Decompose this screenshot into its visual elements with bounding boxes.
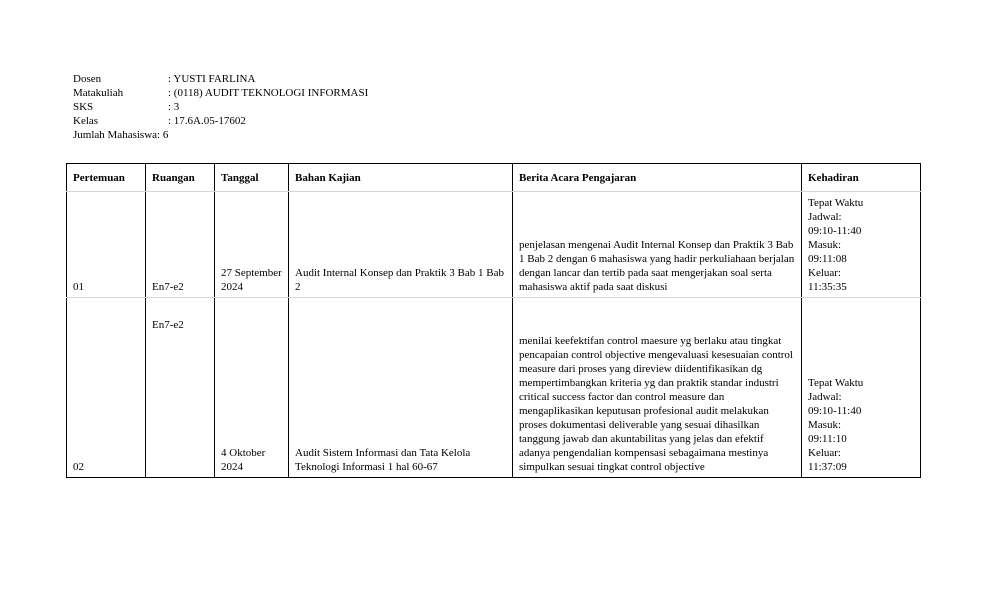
course-info [73, 72, 368, 142]
cell-kehadiran [802, 192, 921, 298]
kehadiran-jadwal-label: Jadwal: [808, 391, 842, 403]
kehadiran-masuk-label: Masuk: [808, 419, 841, 431]
kehadiran-masuk: 09:11:10 [808, 433, 847, 445]
cell-pertemuan: 02 [67, 298, 146, 478]
column-header-pertemuan: Pertemuan [67, 164, 146, 192]
kehadiran-keluar: 11:35:35 [808, 281, 847, 293]
cell-pertemuan: 01 [67, 192, 146, 298]
cell-bahan-kajian: Audit Internal Konsep dan Praktik 3 Bab 1 Bab 2 [289, 192, 513, 298]
cell-tanggal: 27 September 2024 [215, 192, 289, 298]
kehadiran-jadwal: 09:10-11:40 [808, 405, 862, 417]
jumlah-mahasiswa-row [73, 128, 368, 142]
kehadiran-keluar-label: Keluar: [808, 447, 841, 459]
cell-ruangan: En7-e2 [146, 298, 215, 478]
kehadiran-jadwal: 09:10-11:40 [808, 225, 862, 237]
column-header-ruangan: Ruangan [146, 164, 215, 192]
matakuliah-row [73, 86, 368, 100]
sks-label: SKS [73, 101, 94, 113]
table-row [67, 298, 921, 478]
dosen-value: : YUSTI FARLINA [168, 73, 256, 85]
kehadiran-keluar: 11:37:09 [808, 461, 847, 473]
sks-value: : 3 [168, 101, 180, 113]
column-header-kehadiran: Kehadiran [802, 164, 921, 192]
cell-berita-acara: penjelasan mengenai Audit Internal Konsep dan Praktik 3 Bab 1 Bab 2 dengan 6 mahasiswa yang hadir perkuliahaan berjalan dengan lancar dan tertib pada saat mengerjakan soal serta mahasiswa aktif pada saat diskusi [513, 192, 802, 298]
kehadiran-masuk-label: Masuk: [808, 239, 841, 251]
cell-kehadiran [802, 298, 921, 478]
kelas-row [73, 114, 368, 128]
matakuliah-value: : (0118) AUDIT TEKNOLOGI INFORMASI [168, 87, 369, 99]
kehadiran-keluar-label: Keluar: [808, 267, 841, 279]
kehadiran-status: Tepat Waktu [808, 377, 864, 389]
cell-ruangan: En7-e2 [146, 192, 215, 298]
cell-bahan-kajian: Audit Sistem Informasi dan Tata Kelola Teknologi Informasi 1 hal 60-67 [289, 298, 513, 478]
cell-tanggal: 4 Oktober 2024 [215, 298, 289, 478]
column-header-bahan-kajian: Bahan Kajian [289, 164, 513, 192]
jumlah-mahasiswa-value: : 6 [157, 129, 169, 141]
jumlah-mahasiswa-label: Jumlah Mahasiswa [73, 129, 158, 141]
dosen-row [73, 72, 368, 86]
sks-row [73, 100, 368, 114]
table-row [67, 192, 921, 298]
matakuliah-label: Matakuliah [73, 87, 124, 99]
kehadiran-status: Tepat Waktu [808, 197, 864, 209]
table-header-row [67, 164, 921, 192]
column-header-berita-acara: Berita Acara Pengajaran [513, 164, 802, 192]
cell-berita-acara: menilai keefektifan control maesure yg berlaku atau tingkat pencapaian control objective mengevaluasi kesesuaian control measure dari proses yang direview diidentifikasikan dg mempertimbangkan kriteria yg dan praktik standar industri critical success factor dan control measure dan mengaplikasikan keputusan profesional audit melakukan proses dokumentasi deliverable yang sesuai dihasilkan tanggung jawab dan akuntabilitas yang jelas dan efektif adanya pengendalian kompensasi sebagaimana mestinya simpulkan sesuai tingkat control objective [513, 298, 802, 478]
kelas-value: : 17.6A.05-17602 [168, 115, 246, 127]
attendance-table [66, 163, 921, 478]
dosen-label: Dosen [73, 73, 102, 85]
kelas-label: Kelas [73, 115, 99, 127]
column-header-tanggal: Tanggal [215, 164, 289, 192]
kehadiran-masuk: 09:11:08 [808, 253, 847, 265]
kehadiran-jadwal-label: Jadwal: [808, 211, 842, 223]
